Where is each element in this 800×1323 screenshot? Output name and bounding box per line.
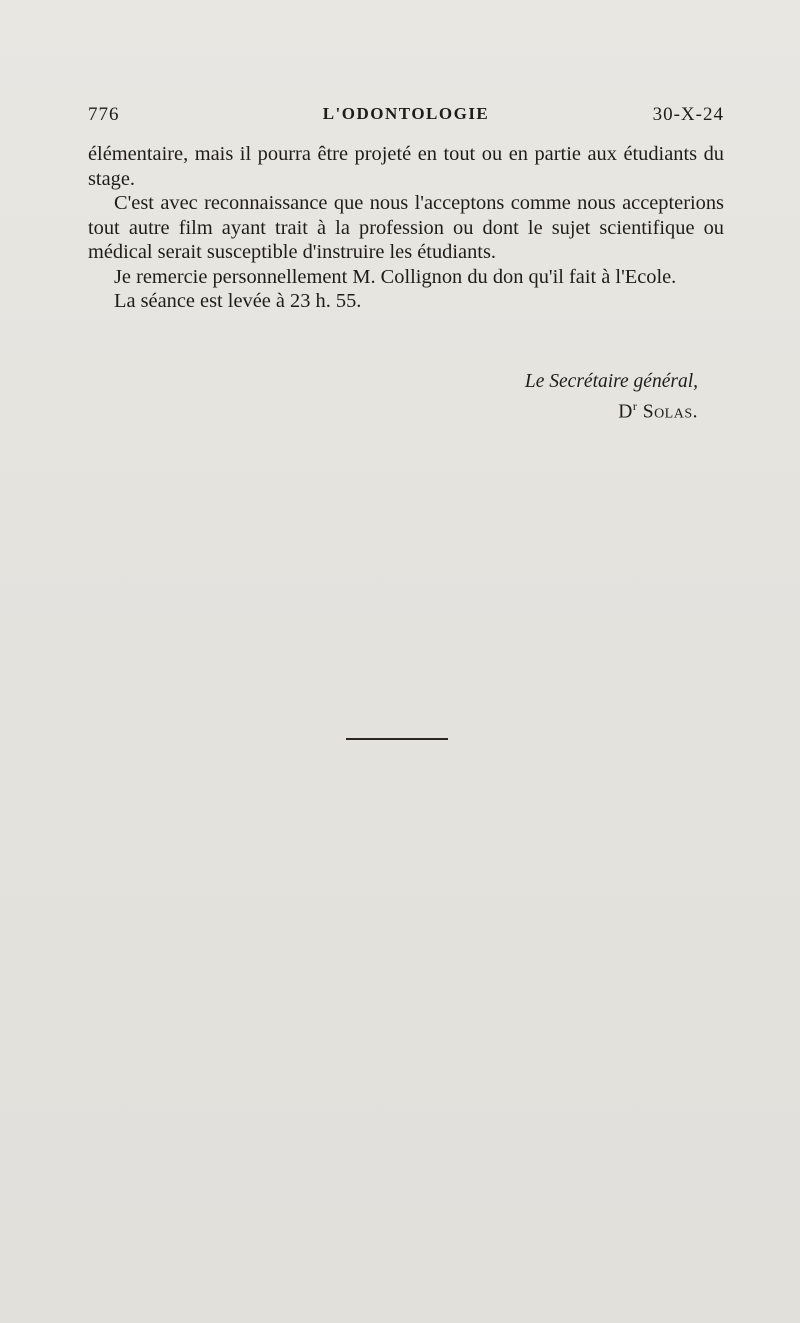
signature-surname: Solas. <box>642 401 698 423</box>
signature-prefix: D <box>618 401 633 423</box>
signature-title: Le Secrétaire général, <box>524 371 698 392</box>
paragraph: La séance est levée à 23 h. 55. <box>114 290 362 312</box>
body-text <box>88 142 724 314</box>
signature-block <box>525 369 698 425</box>
page-number: 776 <box>88 104 120 125</box>
paragraph: C'est avec reconnaissance que nous l'acceptons comme nous accepterions tout autre film ayant trait à la profession ou dont le sujet scientifique ou médical serait susceptible d'instruire les étudiants. <box>88 192 724 263</box>
journal-title: L'ODONTOLOGIE <box>322 104 490 123</box>
paragraph-continuation: élémentaire, mais il pourra être projeté en tout ou en partie aux étudiants du stage. <box>88 143 724 190</box>
signature-prefix-sup: r <box>632 399 638 413</box>
section-divider <box>346 738 448 740</box>
signature-name <box>525 394 698 425</box>
paragraph: Je remercie personnellement M. Collignon du don qu'il fait à l'Ecole. <box>114 265 677 288</box>
issue-date: 30-X-24 <box>652 104 724 125</box>
running-header <box>88 104 724 134</box>
